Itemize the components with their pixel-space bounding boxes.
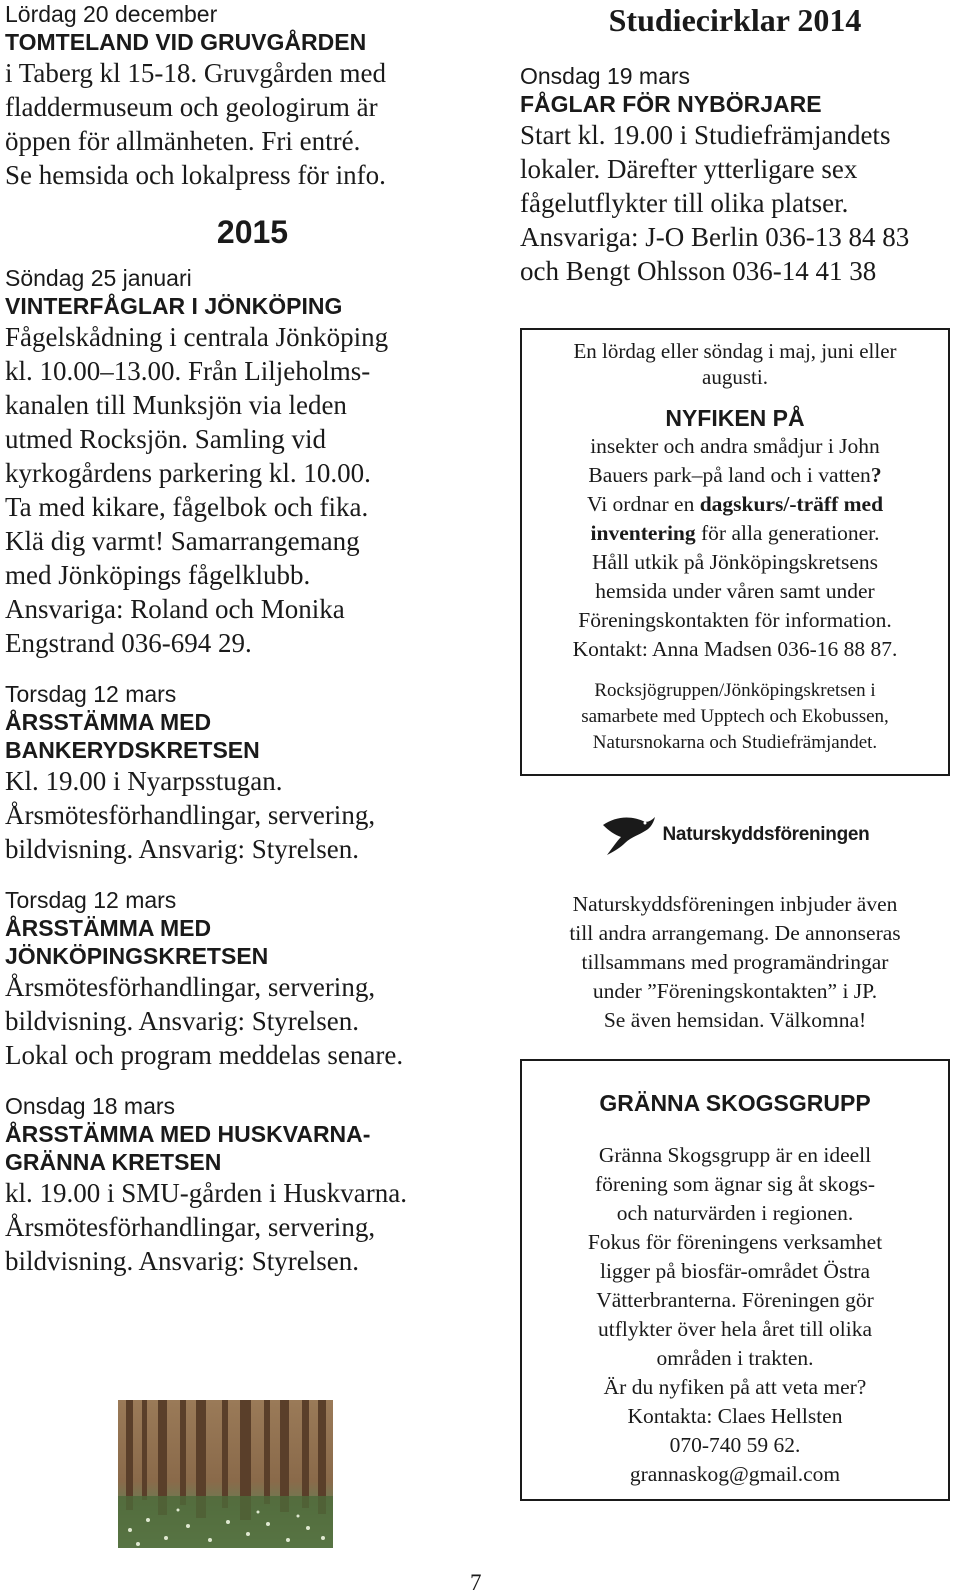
- body-line: Årsmötesförhandlingar, servering,: [5, 972, 376, 1002]
- body-line: fladdermuseum och geologirum är: [5, 92, 378, 122]
- body-line: 070-740 59 62.: [669, 1433, 801, 1457]
- event-faglar: [520, 62, 950, 288]
- year-heading: 2015: [216, 214, 289, 250]
- logo-text: Naturskyddsföreningen: [662, 824, 870, 845]
- body-line: [526, 490, 944, 519]
- body-line: Start kl. 19.00 i Studiefrämjandets: [520, 120, 891, 150]
- event-day: Torsdag 12 mars: [5, 681, 177, 707]
- body-line: bildvisning. Ansvarig: Styrelsen.: [5, 1246, 359, 1276]
- box-footer: [526, 678, 944, 756]
- invite-line: under ”Föreningskontakten” i JP.: [592, 979, 878, 1003]
- body-text: för alla generationer.: [695, 521, 880, 545]
- event-vinterfaglar: [5, 264, 500, 660]
- body-line: [526, 519, 944, 548]
- event-arsstamma-bankeryd: [5, 680, 500, 866]
- body-line: Kl. 19.00 i Nyarpsstugan.: [5, 766, 283, 796]
- body-line: Fokus för föreningens verksamhet: [587, 1230, 883, 1254]
- footer-line: Natursnokarna och Studiefrämjandet.: [592, 732, 878, 753]
- body-line: hemsida under våren samt under: [595, 579, 875, 603]
- body-line: Föreningskontakten för information.: [578, 608, 892, 632]
- event-day: Onsdag 19 mars: [520, 63, 691, 89]
- body-line: Kontakt: Anna Madsen 036-16 88 87.: [572, 637, 898, 661]
- event-body: [520, 118, 950, 288]
- page-number: 7: [470, 1570, 482, 1595]
- body-text: Bauers park–på land och i vatten: [588, 463, 871, 487]
- body-line: Ansvariga: J-O Berlin 036-13 84 83: [520, 222, 910, 252]
- body-line: kl. 10.00–13.00. Från Liljeholms-: [5, 356, 371, 386]
- invite-line: tillsammans med programändringar: [581, 950, 889, 974]
- event-heading: TOMTELAND VID GRUVGÅRDEN: [5, 29, 367, 55]
- body-line: fågelutflykter till olika platser.: [520, 188, 849, 218]
- body-line: insekter och andra smådjur i John: [590, 434, 880, 458]
- body-line: bildvisning. Ansvarig: Styrelsen.: [5, 1006, 359, 1036]
- heading-line: ÅRSSTÄMMA MED HUSKVARNA-: [5, 1121, 371, 1147]
- body-line: Kontakta: Claes Hellsten: [627, 1404, 843, 1428]
- heading-line: JÖNKÖPINGSKRETSEN: [5, 943, 269, 969]
- event-day: Lördag 20 december: [5, 1, 218, 27]
- body-text: Vi ordnar en: [586, 492, 700, 516]
- event-body: [5, 764, 500, 866]
- body-line: [526, 461, 944, 490]
- body-line: Gränna Skogsgrupp är en ideell: [598, 1143, 872, 1167]
- event-body: [5, 970, 500, 1072]
- bold-text: inventering: [590, 521, 696, 545]
- event-heading: [5, 1120, 500, 1176]
- event-heading: [5, 708, 500, 764]
- event-heading: VINTERFÅGLAR I JÖNKÖPING: [5, 293, 343, 319]
- question-mark: ?: [870, 463, 882, 487]
- body-line: i Taberg kl 15-18. Gruvgården med: [5, 58, 387, 88]
- forest-photo: [118, 1400, 333, 1548]
- box-heading: GRÄNNA SKOGSGRUPP: [599, 1090, 871, 1116]
- event-arsstamma-jonkoping: [5, 886, 500, 1072]
- body-line: Se hemsida och lokalpress för info.: [5, 160, 386, 190]
- body-line: utmed Rocksjön. Samling vid: [5, 424, 326, 454]
- invite-line: Naturskyddsföreningen inbjuder även: [572, 892, 898, 916]
- body-line: områden i trakten.: [656, 1346, 814, 1370]
- box-body: [526, 432, 944, 664]
- intro-line: augusti.: [702, 365, 768, 389]
- box-intro: [526, 338, 944, 390]
- body-line: Klä dig varmt! Samarrangemang: [5, 526, 360, 556]
- section-title: Studiecirklar 2014: [608, 2, 862, 38]
- box-body: [526, 1141, 944, 1489]
- event-heading: FÅGLAR FÖR NYBÖRJARE: [520, 91, 822, 117]
- swallow-icon: [601, 813, 657, 857]
- heading-line: ÅRSSTÄMMA MED: [5, 915, 212, 941]
- body-line: och Bengt Ohlsson 036-14 41 38: [520, 256, 877, 286]
- body-line: Engstrand 036-694 29.: [5, 628, 252, 658]
- body-line: Håll utkik på Jönköpingskretsens: [591, 550, 879, 574]
- naturskyddsforeningen-logo: [520, 810, 950, 860]
- box-heading: NYFIKEN PÅ: [665, 405, 805, 431]
- body-line: Är du nyfiken på att veta mer?: [603, 1375, 867, 1399]
- body-line: Årsmötesförhandlingar, servering,: [5, 800, 376, 830]
- event-tomteland: [5, 0, 500, 192]
- right-column: [520, 0, 950, 1501]
- event-heading: [5, 914, 500, 970]
- body-line: förening som ägnar sig åt skogs-: [594, 1172, 876, 1196]
- heading-line: GRÄNNA KRETSEN: [5, 1149, 222, 1175]
- body-line: kyrkogårdens parkering kl. 10.00.: [5, 458, 371, 488]
- intro-line: En lördag eller söndag i maj, juni eller: [573, 339, 897, 363]
- granna-skogsgrupp-box: [520, 1059, 950, 1501]
- event-arsstamma-huskvarna: [5, 1092, 500, 1278]
- body-line: öppen för allmänheten. Fri entré.: [5, 126, 361, 156]
- heading-line: ÅRSSTÄMMA MED: [5, 709, 212, 735]
- nyfiken-box: [520, 328, 950, 776]
- body-line: utflykter över hela året till olika: [597, 1317, 873, 1341]
- email-line: grannaskog@gmail.com: [629, 1462, 841, 1486]
- body-line: med Jönköpings fågelklubb.: [5, 560, 311, 590]
- event-body: [5, 320, 500, 660]
- left-column: [5, 0, 500, 1298]
- bold-text: dagskurs/-träff med: [699, 492, 884, 516]
- body-line: bildvisning. Ansvarig: Styrelsen.: [5, 834, 359, 864]
- body-line: Ansvariga: Roland och Monika: [5, 594, 345, 624]
- invite-text: [520, 890, 950, 1035]
- body-line: kl. 19.00 i SMU-gården i Huskvarna.: [5, 1178, 407, 1208]
- body-line: lokaler. Därefter ytterligare sex: [520, 154, 858, 184]
- body-line: kanalen till Munksjön via leden: [5, 390, 347, 420]
- body-line: Årsmötesförhandlingar, servering,: [5, 1212, 376, 1242]
- invite-line: Se även hemsidan. Välkomna!: [603, 1008, 867, 1032]
- event-day: Torsdag 12 mars: [5, 887, 177, 913]
- body-line: Fågelskådning i centrala Jönköping: [5, 322, 389, 352]
- event-body: [5, 56, 500, 192]
- heading-line: BANKERYDSKRETSEN: [5, 737, 260, 763]
- body-line: ligger på biosfär-området Östra: [599, 1259, 870, 1283]
- body-line: och naturvärden i regionen.: [616, 1201, 854, 1225]
- event-day: Söndag 25 januari: [5, 265, 192, 291]
- body-line: Ta med kikare, fågelbok och fika.: [5, 492, 369, 522]
- event-day: Onsdag 18 mars: [5, 1093, 176, 1119]
- body-line: Lokal och program meddelas senare.: [5, 1040, 404, 1070]
- body-line: Vätterbranterna. Föreningen gör: [596, 1288, 874, 1312]
- footer-line: samarbete med Upptech och Ekobussen,: [581, 706, 889, 727]
- event-body: [5, 1176, 500, 1278]
- footer-line: Rocksjögruppen/Jönköpingskretsen i: [594, 680, 876, 701]
- invite-line: till andra arrangemang. De annonseras: [569, 921, 901, 945]
